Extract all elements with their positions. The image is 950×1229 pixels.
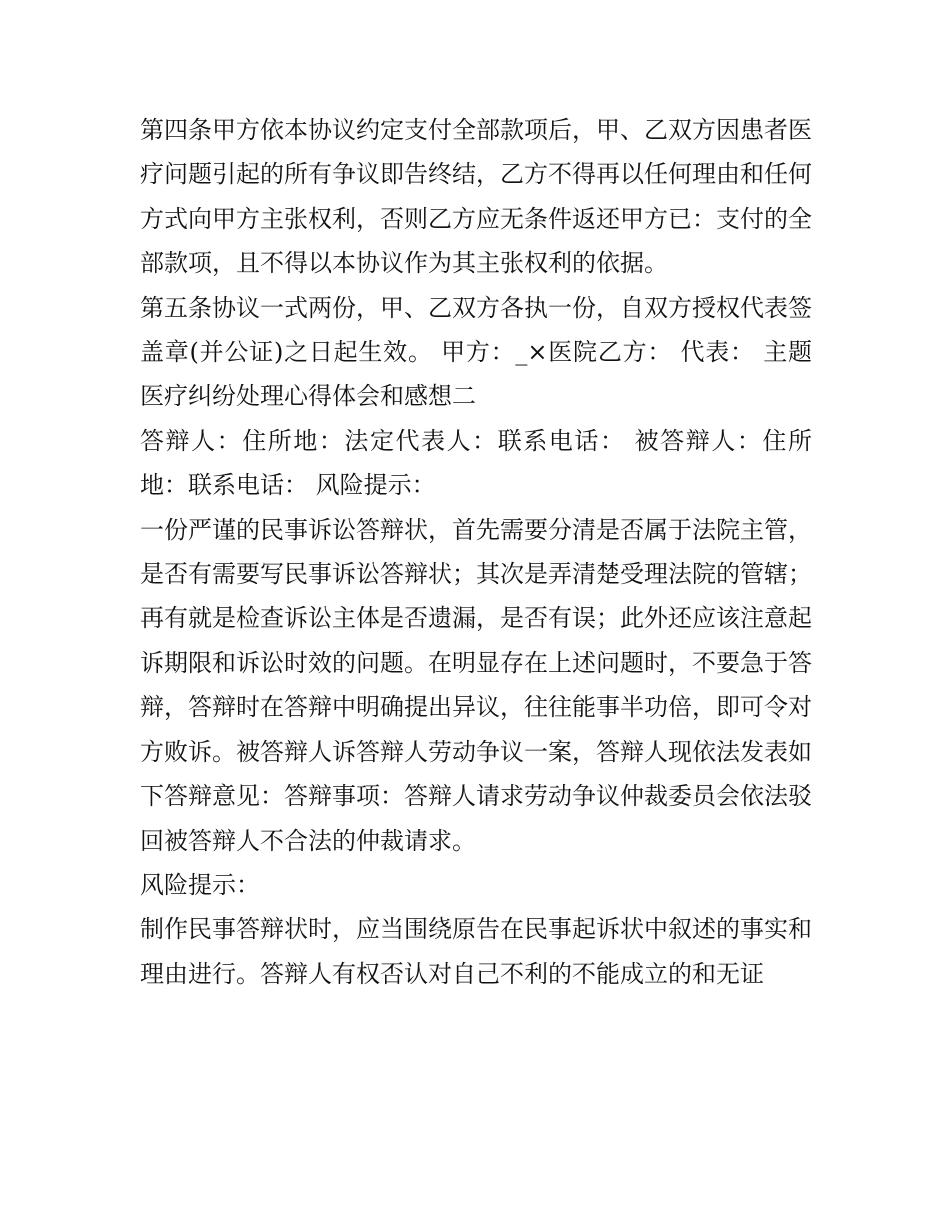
paragraph-article-4: 第四条甲方依本协议约定支付全部款项后，甲、乙双方因患者医疗问题引起的所有争议即告终结，乙方不得再以任何理由和任何方式向甲方主张权利，否则乙方应无条件返还甲方已：支付的全部款项，且不得以本协议作为其主张权利的依据。 [140,116,812,278]
paragraph-risk-heading: 风险提示： [140,870,260,899]
paragraph-article-5: 第五条协议一式两份，甲、乙双方各执一份，自双方授权代表签盖章(并公证)之日起生效。 甲方：_×医院乙方： 代表： 主题医疗纠纷处理心得体会和感想二 [140,293,812,411]
document-body [140,108,812,996]
paragraph-respondent-info: 答辩人：住所地：法定代表人：联系电话： 被答辩人：住所地：联系电话： 风险提示： [140,426,812,500]
paragraph-defense-guidance: 一份严谨的民事诉讼答辩状，首先需要分清是否属于法院主管，是否有需要写民事诉讼答辩状；其次是弄清楚受理法院的管辖；再有就是检查诉讼主体是否遗漏，是否有误；此外还应该注意起诉期限和诉讼时效的问题。在明显存在上述问题时，不要急于答辩，答辩时在答辩中明确提出异议，往往能事半功倍，即可令对方败诉。被答辩人诉答辩人劳动争议一案，答辩人现依法发表如下答辩意见：答辩事项：答辩人请求劳动争议仲裁委员会依法驳回被答辩人不合法的仲裁请求。 [140,515,812,855]
paragraph-defense-drafting: 制作民事答辩状时，应当围绕原告在民事起诉状中叙述的事实和理由进行。答辩人有权否认对自己不利的不能成立的和无证 [140,915,812,988]
